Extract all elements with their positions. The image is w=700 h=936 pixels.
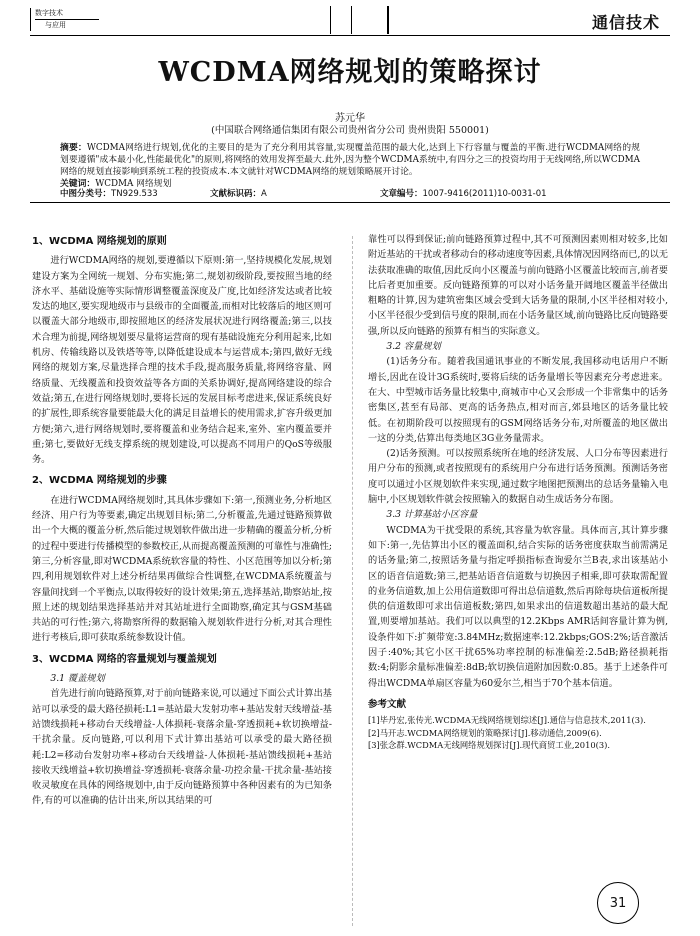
section-1-heading: 1、WCDMA 网络规划的原则	[32, 236, 167, 247]
abstract-text: WCDMA网络进行规划,优化的主要目的是为了充分利用其容量,实现覆盖范围的最大化,达到上下行容量与覆盖的平衡.进行WCDMA网络的规划要遵循"成本最小化,性能最优化"的原则,将网络的效用发挥至最大.此外,因为整个WCDMA系统中,有四分之三的投资均用于无线网络,所以WCDMA网络的规划直接影响到系统工程的投资成本.本文就针对WCDMA网络的规划策略展开讨论。	[60, 143, 640, 177]
clc-value: TN929.533	[111, 189, 158, 199]
section-3-1-paragraph: 首先进行前向链路预算,对于前向链路来说,可以通过下面公式计算出基站可以承受的最大路径损耗:L1=基站最大发射功率+基站发射天线增益-基站馈线损耗+移动台天线增益-人体损耗-衰落余量-穿透损耗+软切换增益-干扰余量。反向链路,可以利用下式计算出基站可以承受的最大路径损耗:L2=移动台发射功率+移动台天线增益-人体损耗-基站馈线损耗+基站接收天线增益+软切换增益-穿透损耗-衰落余量-功控余量-干扰余量-基站接收灵敏度在具体的网络规划中,由于反向链路预算中各种因素有的为已知条件,有的可以准确的估计出来,所以其结果的可	[32, 688, 332, 807]
keywords-label: 关键词：	[60, 179, 96, 189]
author-name: 苏元华	[335, 113, 365, 124]
section-3-1-heading: 3.1 覆盖规划	[50, 673, 105, 685]
references-heading: 参考文献	[368, 698, 407, 710]
journal-logo	[30, 8, 99, 31]
journal-name-line2: 与应用	[45, 21, 66, 29]
reference-item: [3]张念群.WCDMA无线网络规划探讨[J].现代商贸工业,2010(3).	[368, 740, 611, 751]
section-2-heading: 2、WCDMA 网络规划的步骤	[32, 475, 167, 487]
article-no-block	[380, 187, 547, 199]
meta-separator	[30, 202, 670, 203]
doc-code-label: 文献标识码：	[210, 189, 262, 199]
right-column	[368, 232, 668, 752]
reference-item: [1]毕丹宏,张传光.WCDMA无线网络规划综述[J].通信与信息技术,2011(3).	[368, 715, 646, 726]
section-3-3-paragraph: WCDMA为干扰受限的系统,其容量为软容量。具体而言,其计算步骤如下:第一,先估算出小区的覆盖面积,结合实际的话务密度获取当前需满足的话务量;第二,按照话务量与指定呼损指标查询爱尔兰B表,求出该基站小区的语音信道数;第三,把基站语音信道数与切换因子相乘,即可获取需配置的业务信道数,加上公用信道数即可得出总信道数,然后再除每块信道板所提供的信道数即可求出信道板数;第四,如果求出的信道数超出基站的最大配置,则要增加基站。我们可以以典型的12.2Kbps AMR话间容量计算为例,设条件如下:扩频带宽:3.84MHz;数据速率:12.2kbps;GOS:2%;话音激活因子:40%;其它小区干扰65%功率控制的标准偏差:2.5dB;路径损耗指数:4;阴影余量标准偏差:8dB;软切换信道附加因数:0.85。基于上述条件可得出WCDMA单扇区容量为60爱尔兰,相当于70个基本信道。	[368, 524, 668, 689]
section-3-heading: 3、WCDMA 网络的容量规划与覆盖规划	[32, 653, 217, 665]
doc-code-value: A	[261, 189, 267, 199]
article-no-value: 1007-9416(2011)10-0031-01	[422, 189, 547, 199]
section-2-paragraph: 在进行WCDMA网络规划时,其具体步骤如下:第一,预测业务,分析地区经济、用户行为等要素,确定出规划目标;第二,分析覆盖,先通过链路预算做出一个大概的覆盖分析,然后能过规划软件做出进一步精确的覆盖分析,分析的过程中要进行传播模型的参数校正,从而提高覆盖预测的可靠性与准确性;第三,分析容量,即对WCDMA系统软容量的特性、小区范围等加以分析;第四,利用规划软件对上述分析结果再做综合性调整,在WCDMA系统覆盖与容量间找到一个平衡点,以取得较好的设计效果;第五,选择基站,勘察站址,按照上述的规划结果选择基站并对其站址进行全面勘察,确定其与GSM基础共站的可行性;第六,将勘察所得的数据输入规划软件进行分析,对其合理性进行考核后,即可获取系统参数设计值。	[32, 494, 333, 644]
page-number-badge	[597, 882, 639, 924]
section-1-paragraph: 进行WCDMA网络的规划,要遵循以下原则:第一,坚持规模化发展,规划建设方案为全网统一规划、分布实施;第二,规划初级阶段,要按照当地的经济水平、基础设施等实际情形调整覆盖深度及广度,比如经济发达或者比较发达的地区,要实现地级市与县级市的全面覆盖,而相对比较落后的地区则可以覆盖大部分地级市,即按照地区的经济发展状况进行网络覆盖;第三,以技术合理为前提,网络规划要尽量将运营商的现有基础设施充分利用起来,比如机房、传输线路以及铁塔等等,以降低建设成本与运营成本;第四,做好无线网络的规划方案,尽量选择合理的技术手段,提高服务质量,将网络容量、网络质量、无线覆盖和投资效益等各方面的关系协调好,提高网络建设的综合效益;第五,在进行网络规划时,要将长远的发展目标考虑进来,保证系统良好的扩展性,即系统容量要能最大化的满足目益增长的使用需求,扩容升级更加方便;第六,进行网络规划时,要将覆盖和业务结合起来,室外、室内覆盖要并重;第七,要做好无线支撑系统的规划建设,可以提高不同用户的QoS等级服务。	[32, 255, 332, 466]
section-3-3-heading: 3.3 计算基站小区容量	[386, 509, 478, 521]
column-divider	[352, 236, 353, 926]
keywords-text: WCDMA 网络规划	[95, 179, 172, 189]
abstract-label: 摘要：	[60, 143, 87, 153]
section-3-2-heading: 3.2 容量规划	[386, 341, 441, 353]
section-3-2-paragraph-2: (2)话务预测。可以按照系统所在地的经济发展、人口分布等因素进行用户分布的预测,或者按照现有的系统用户分布进行话务预测。预测话务密度可以通过小区规划软件来实现,通过数字地图把预测出的总话务量输入电脑中,小区规划软件就会按照输入的数据自动生成话务分布图。	[368, 448, 668, 506]
journal-name-line1: 数字技术	[35, 8, 99, 20]
section-label: 通信技术	[591, 13, 660, 32]
doc-code-block	[210, 187, 267, 199]
clc-label: 中图分类号：	[60, 189, 112, 199]
left-column	[32, 232, 332, 809]
clc-block	[60, 187, 158, 199]
section-3-2-paragraph-1: (1)话务分布。随着我国通讯事业的不断发展,我国移动电话用户不断增长,因此在设计3G系统时,要将后续的话务量增长等因素充分考虑进来。在大、中型城市话务量比较集中,商城市中心又会形成一个非常集中的话务密集区,甚至有局部、更高的话务热点,相对而言,郊县地区的话务量比较低。在初期阶段可以按照现有的GSM网络话务分布,对所覆盖的地区做出一这的分类,估算出每类地区3G业务量需求。	[368, 356, 668, 444]
abstract-block	[60, 142, 640, 190]
continued-paragraph: 靠性可以得到保证;前向链路预算过程中,其不可预测因素则相对较多,比如附近基站的干扰或者移动台的移动速度等因素,具体情况因网络而已,的以无法获取准确的取值,因此反向小区覆盖与前向链路小区覆盖比较而言,前者要比后者更加重要。反向链路预算的可以对小话务量开阔地区覆盖半径做出粗略的计算,因为建筑密集区域会受到大话务量的限制,小区半径相对较小,小区半径很少受到信号度的限制,而在小话务量区域,前向链路比反向链路要强,所以反向链路的预算有相当的实际意义。	[368, 234, 668, 337]
page-number: 31	[609, 895, 627, 911]
reference-item: [2]马开志.WCDMA网络规划的策略探讨[J].移动通信,2009(6).	[368, 727, 602, 738]
header-decoration	[330, 6, 389, 34]
author-affiliation: (中国联合网络通信集团有限公司贵州省分公司 贵州贵阳 550001)	[211, 125, 489, 136]
paper-title: WCDMA网络规划的策略探讨	[158, 57, 542, 88]
article-no-label: 文章编号：	[380, 189, 423, 199]
header-rule	[30, 35, 670, 36]
